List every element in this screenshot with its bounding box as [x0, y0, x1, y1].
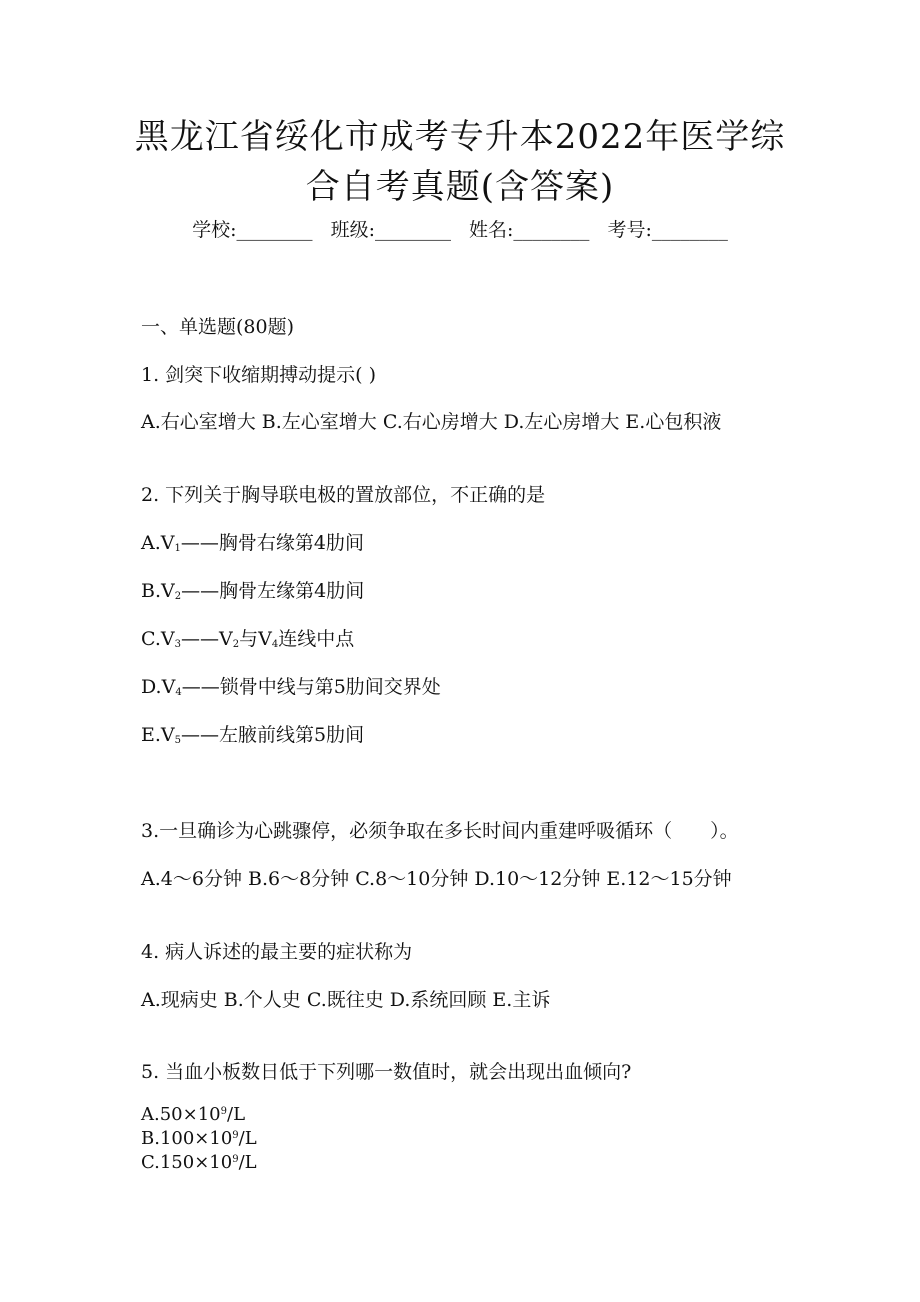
school-field: 学校:________ — [192, 219, 313, 241]
name-field: 姓名:________ — [469, 219, 590, 241]
question-3-stem: 3.一旦确诊为心跳骤停，必须争取在多长时间内重建呼吸循环（ ）。 — [141, 820, 739, 842]
section-heading: 一、单选题(80题) — [141, 316, 295, 338]
question-5-option-a: $A.50\times 10^9/L$ — [141, 1104, 246, 1125]
question-2-option-d: $D.V_4——$锁骨中线与第5肋间交界处 — [141, 676, 441, 698]
question-2-option-e: $E.V_5——$左腋前线第5肋间 — [141, 724, 365, 746]
question-4-options: A.现病史 B.个人史 C.既往史 D.系统回顾 E.主诉 — [141, 989, 551, 1011]
student-info-row — [0, 216, 920, 244]
question-3-options: A.4～6分钟 B.6～8分钟 C.8～10分钟 D.10～12分钟 E.12～15分钟 — [141, 868, 732, 890]
question-1-stem: 1. 剑突下收缩期搏动提示( ) — [141, 364, 377, 386]
class-field: 班级:________ — [330, 219, 451, 241]
question-5-option-b: $B.100\times 10^9/L$ — [141, 1128, 257, 1149]
question-2-option-a: $A.V_1——$胸骨右缘第4肋间 — [141, 532, 364, 554]
document-title-line-1: 黑龙江省绥化市成考专升本2022年医学综 — [134, 117, 786, 157]
question-4-stem: 4. 病人诉述的最主要的症状称为 — [141, 941, 413, 963]
question-1-options: A.右心室增大 B.左心室增大 C.右心房增大 D.左心房增大 E.心包积液 — [141, 411, 722, 433]
document-title-line-2: 合自考真题(含答案) — [305, 167, 615, 207]
question-5-option-c: $C.150\times 10^9/L$ — [141, 1152, 257, 1173]
question-2-option-b: $B.V_2——$胸骨左缘第4肋间 — [141, 580, 365, 602]
exam-number-field: 考号:________ — [607, 219, 728, 241]
question-5-stem: 5. 当血小板数日低于下列哪一数值时，就会出现出血倾向? — [141, 1061, 632, 1083]
question-2-stem: 2. 下列关于胸导联电极的置放部位，不正确的是 — [141, 484, 546, 506]
question-2-option-c: $C.V_3——V_2$与$V_4$连线中点 — [141, 628, 355, 650]
